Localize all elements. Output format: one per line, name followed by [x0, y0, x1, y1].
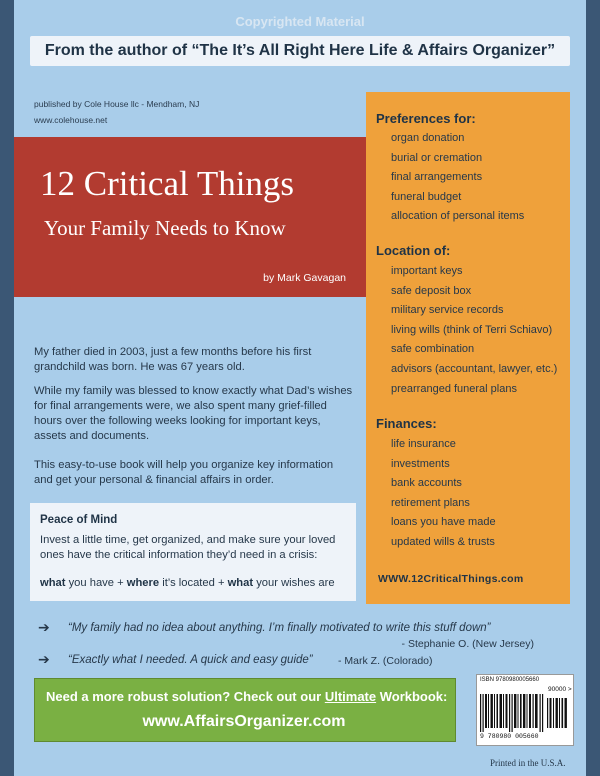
- list-item: investments: [391, 457, 450, 470]
- testimonial-quote-1: “My family had no idea about anything. I’m finally motivated to write this stuff down”: [68, 622, 491, 634]
- list-item: military service records: [391, 304, 504, 317]
- promo-url[interactable]: www.AffairsOrganizer.com: [142, 713, 346, 730]
- peace-of-mind-text: Invest a little time, get organized, and make sure your loved ones have the critical information they’d need in a crisis:: [40, 534, 336, 561]
- printed-in: Printed in the U.S.A.: [490, 758, 566, 768]
- list-item: final arrangements: [391, 171, 483, 184]
- testimonial-quote-2: “Exactly what I needed. A quick and easy guide”: [68, 654, 313, 666]
- finances-list: [391, 435, 496, 553]
- arrow-icon: ➔: [38, 652, 50, 668]
- book-author: by Mark Gavagan: [263, 272, 346, 284]
- list-item: safe combination: [391, 343, 475, 356]
- publisher-line: published by Cole House llc - Mendham, NJ: [34, 99, 200, 109]
- testimonial-attribution-2: - Mark Z. (Colorado): [338, 655, 433, 667]
- list-item: advisors (accountant, lawyer, etc.): [391, 362, 558, 375]
- promo-box[interactable]: [34, 678, 456, 742]
- body-paragraph-2: While my family was blessed to know exactly what Dad’s wishes for final arrangements were, we also spent many grief-filled hours over the following weeks looking for important keys, assets and documents.: [34, 385, 353, 442]
- isbn-label: ISBN 9780980005660: [480, 677, 540, 683]
- book-title: 12 Critical Things: [40, 164, 295, 203]
- watermark: Copyrighted Material: [235, 14, 365, 29]
- list-item: organ donation: [391, 132, 465, 144]
- list-item: funeral budget: [391, 190, 462, 203]
- list-item: allocation of personal items: [391, 210, 525, 223]
- publisher-url[interactable]: www.colehouse.net: [34, 115, 108, 125]
- peace-of-mind-title: Peace of Mind: [40, 514, 118, 526]
- arrow-icon: ➔: [38, 620, 50, 636]
- body-paragraph-1: My father died in 2003, just a few months before his first grandchild was born. He was 67 years old.: [34, 346, 312, 373]
- barcode-addon: 90000 >: [548, 686, 572, 693]
- location-list: [391, 262, 557, 399]
- list-item: burial or cremation: [391, 151, 483, 164]
- list-item: retirement plans: [391, 496, 470, 509]
- list-item: updated wills & trusts: [391, 535, 495, 548]
- testimonial-attribution-1: - Stephanie O. (New Jersey): [401, 638, 534, 650]
- list-item: living wills (think of Terri Schiavo): [391, 323, 553, 336]
- list-item: loans you have made: [391, 516, 496, 529]
- barcode-addon-bars-icon: [547, 694, 569, 728]
- book-subtitle: Your Family Needs to Know: [44, 216, 286, 240]
- barcode-bars-icon: [480, 694, 544, 732]
- list-item: prearranged funeral plans: [391, 382, 517, 395]
- preferences-list: [391, 129, 524, 227]
- promo-ultimate-link: Ultimate: [324, 689, 377, 704]
- peace-of-mind-summary: what you have + where it’s located + what your wishes are: [40, 577, 335, 589]
- location-heading: Location of:: [376, 243, 451, 258]
- website-link[interactable]: WWW.12CriticalThings.com: [378, 573, 524, 585]
- list-item: bank accounts: [391, 477, 462, 490]
- finances-heading: Finances:: [376, 416, 437, 431]
- list-item: safe deposit box: [391, 284, 472, 297]
- list-item: life insurance: [391, 438, 456, 450]
- author-banner: From the author of “The It’s All Right Here Life & Affairs Organizer”: [30, 36, 570, 66]
- list-item: important keys: [391, 265, 463, 277]
- barcode-number: 9 780980 005660: [480, 733, 539, 740]
- promo-text: Need a more robust solution? Check out our Ultimate Workbook:: [46, 689, 448, 704]
- body-paragraph-3: This easy-to-use book will help you organize key information and get your personal & financial affairs in order.: [34, 459, 334, 486]
- preferences-heading: Preferences for:: [376, 111, 476, 126]
